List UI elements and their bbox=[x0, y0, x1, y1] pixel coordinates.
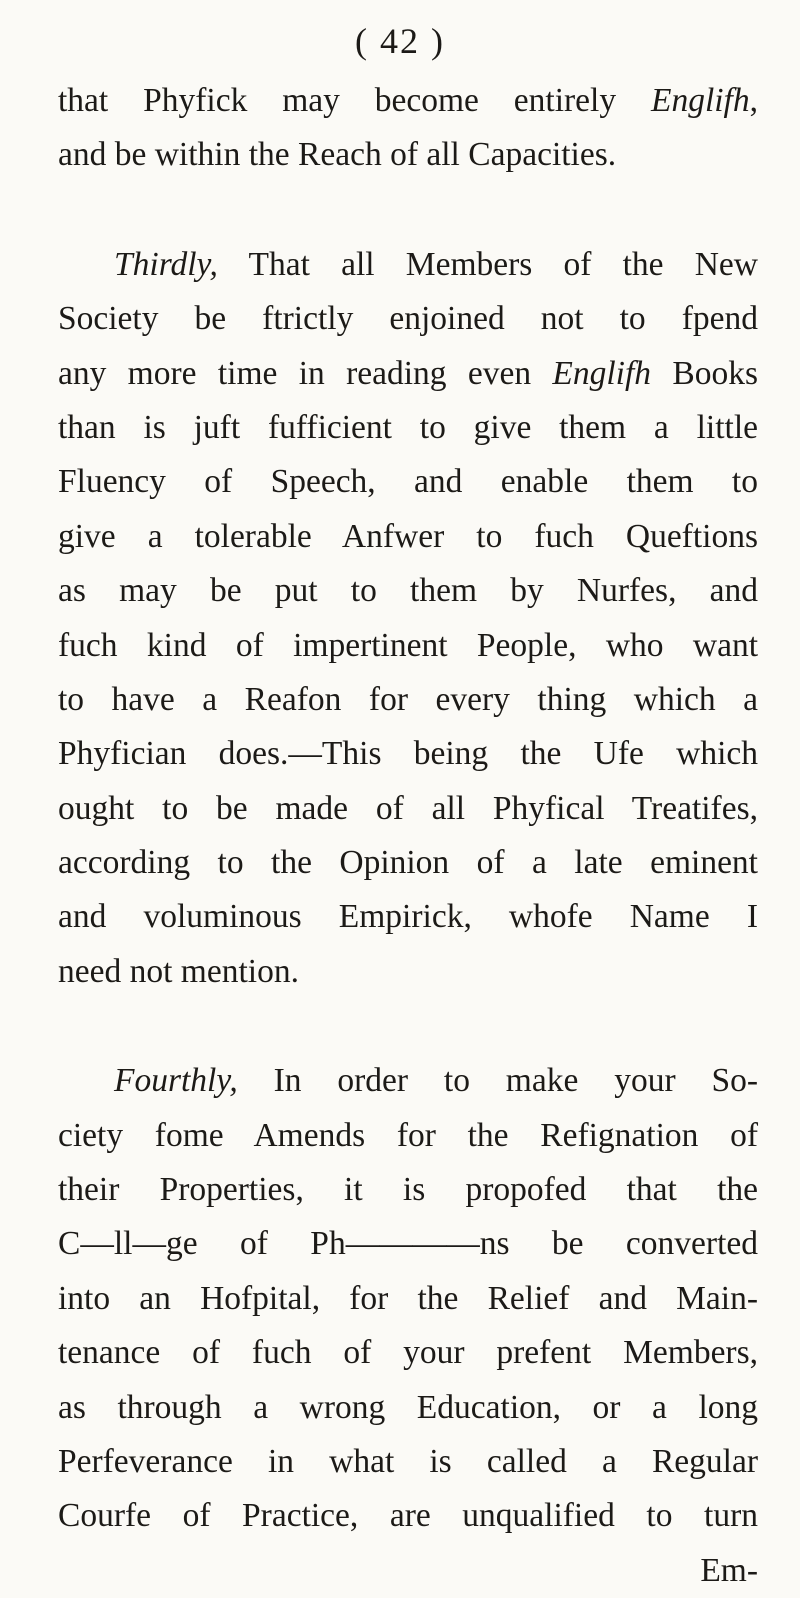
text-line: to have a Reafon for every thing which a bbox=[58, 680, 758, 718]
catchword: Em- bbox=[700, 1551, 758, 1589]
body-text bbox=[58, 74, 758, 1598]
paragraph bbox=[58, 1054, 758, 1544]
text-line: ought to be made of all Phyfical Treatifes, bbox=[58, 789, 758, 827]
text-line: Phyfician does.—This being the Ufe which bbox=[58, 735, 758, 773]
text-line: any more time in reading even Englifh Books bbox=[58, 354, 758, 392]
text-line: ciety fome Amends for the Refignation of bbox=[58, 1116, 758, 1154]
text-line: and be within the Reach of all Capacities. bbox=[58, 136, 617, 174]
text-line: Thirdly, That all Members of the New bbox=[114, 245, 758, 283]
text-line: and voluminous Empirick, whofe Name I bbox=[58, 898, 758, 936]
text-line: than is juft fufficient to give them a little bbox=[58, 408, 758, 446]
text-line: C—ll—ge of Ph————ns be converted bbox=[58, 1225, 758, 1263]
text-line: Society be ftrictly enjoined not to fpend bbox=[58, 300, 758, 338]
text-line: give a tolerable Anfwer to fuch Queftions bbox=[58, 517, 758, 555]
text-line: fuch kind of impertinent People, who want bbox=[58, 626, 758, 664]
paragraph bbox=[58, 238, 758, 999]
page-number: ( 42 ) bbox=[355, 21, 445, 61]
text-line: as may be put to them by Nurfes, and bbox=[58, 572, 758, 610]
text-line: Courfe of Practice, are unqualified to turn bbox=[58, 1497, 758, 1535]
text-line: tenance of fuch of your prefent Members, bbox=[58, 1334, 758, 1372]
text-line: that Phyfick may become entirely Englifh, bbox=[58, 82, 758, 119]
text-line: need not mention. bbox=[58, 952, 299, 990]
text-line: Perfeverance in what is called a Regular bbox=[58, 1442, 758, 1480]
text-line: their Properties, it is propofed that the bbox=[58, 1171, 758, 1209]
text-line: into an Hofpital, for the Relief and Main- bbox=[58, 1279, 758, 1317]
text-line: Fourthly, In order to make your So- bbox=[114, 1062, 758, 1100]
paragraph bbox=[58, 74, 758, 183]
text-line: Fluency of Speech, and enable them to bbox=[58, 463, 758, 501]
text-line: according to the Opinion of a late eminent bbox=[58, 844, 758, 882]
text-line: as through a wrong Education, or a long bbox=[58, 1388, 758, 1426]
